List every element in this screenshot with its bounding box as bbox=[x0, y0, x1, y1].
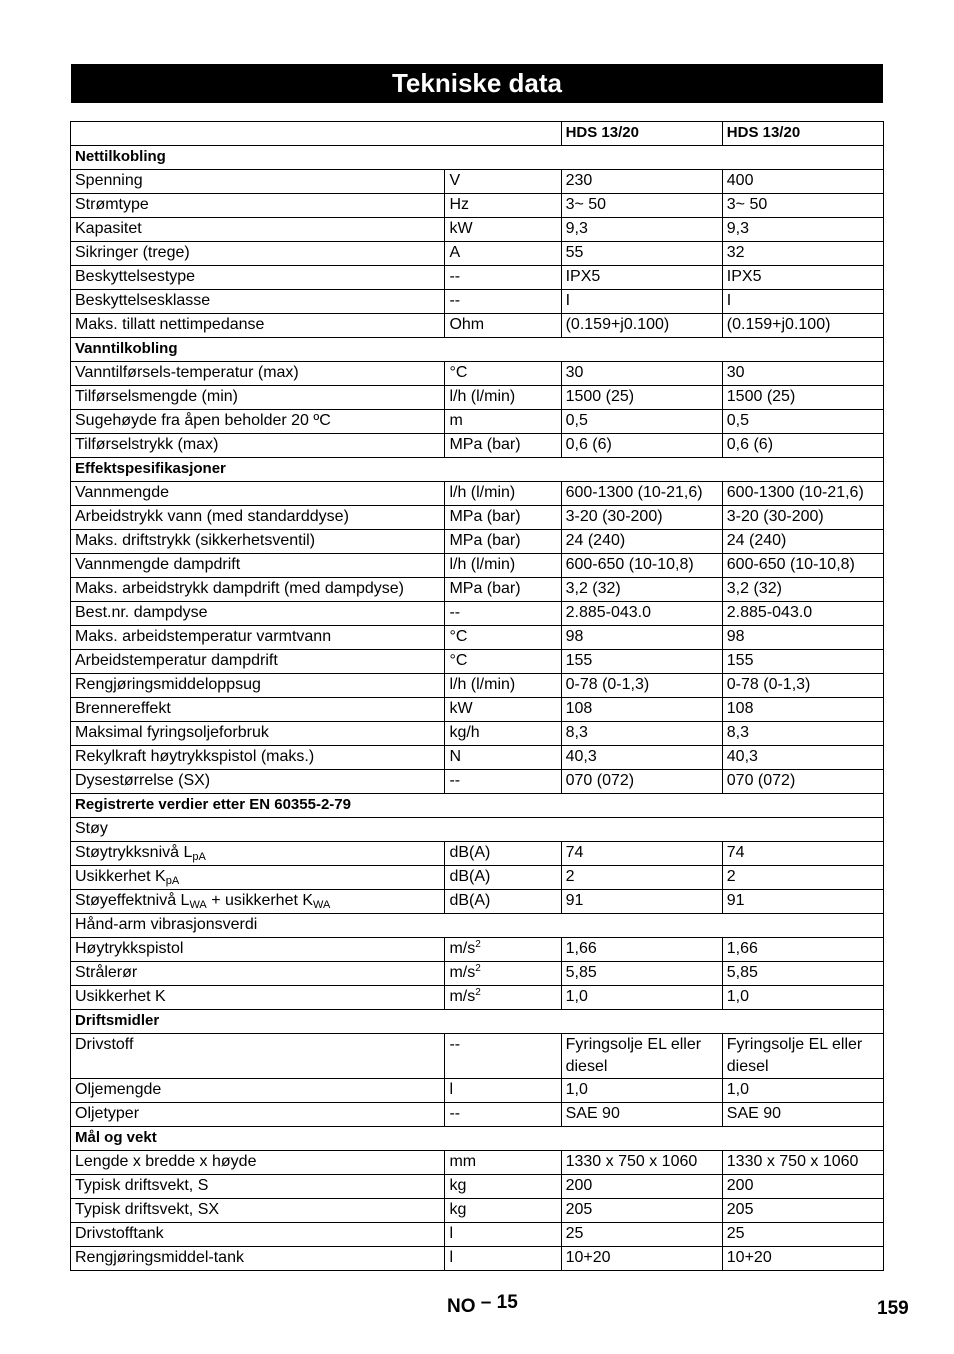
row-value-1: 230 bbox=[561, 170, 722, 194]
unit-text: m/s bbox=[449, 964, 476, 981]
row-label: Maks. driftstrykk (sikkerhetsventil) bbox=[71, 530, 445, 554]
row-value-1: 5,85 bbox=[561, 962, 722, 986]
row-unit: MPa (bar) bbox=[445, 506, 561, 530]
row-value-2: 155 bbox=[722, 650, 883, 674]
row-label: Arbeidstemperatur dampdrift bbox=[71, 650, 445, 674]
row-label bbox=[71, 866, 445, 890]
footer-local-page: 15 bbox=[496, 1292, 518, 1313]
row-value-2: 5,85 bbox=[722, 962, 883, 986]
row-label: Lengde x bredde x høyde bbox=[71, 1151, 445, 1175]
row-label: Oljemengde bbox=[71, 1079, 445, 1103]
row-label: Høytrykkspistol bbox=[71, 938, 445, 962]
row-label: Arbeidstrykk vann (med standarddyse) bbox=[71, 506, 445, 530]
row-value-2: 2.885-043.0 bbox=[722, 602, 883, 626]
row-value-1: 25 bbox=[561, 1223, 722, 1247]
row-label: Rengjøringsmiddel-tank bbox=[71, 1247, 445, 1271]
row-label: Vannmengde dampdrift bbox=[71, 554, 445, 578]
table-row bbox=[71, 770, 884, 794]
header-model-1: HDS 13/20 bbox=[561, 122, 722, 146]
table-row bbox=[71, 1175, 884, 1199]
row-unit: l/h (l/min) bbox=[445, 554, 561, 578]
row-value-1: 55 bbox=[561, 242, 722, 266]
table-row bbox=[71, 962, 884, 986]
label-subscript: pA bbox=[165, 875, 180, 887]
row-unit: -- bbox=[445, 602, 561, 626]
section-header-row bbox=[71, 338, 884, 362]
row-value-1: 9,3 bbox=[561, 218, 722, 242]
row-label: Beskyttelsesklasse bbox=[71, 290, 445, 314]
row-label bbox=[71, 890, 445, 914]
row-value-1: 0-78 (0-1,3) bbox=[561, 674, 722, 698]
unit-text: m/s bbox=[449, 940, 476, 957]
table-row bbox=[71, 1079, 884, 1103]
row-value-1: 3~ 50 bbox=[561, 194, 722, 218]
footer-page-number: 159 bbox=[877, 1298, 909, 1319]
table-row bbox=[71, 362, 884, 386]
row-value-2: 25 bbox=[722, 1223, 883, 1247]
row-unit: kg/h bbox=[445, 722, 561, 746]
row-value-2: 1,0 bbox=[722, 1079, 883, 1103]
row-label: Drivstofftank bbox=[71, 1223, 445, 1247]
row-unit: kg bbox=[445, 1199, 561, 1223]
row-value-2: 1,0 bbox=[722, 986, 883, 1010]
row-unit: -- bbox=[445, 290, 561, 314]
row-value-2: 200 bbox=[722, 1175, 883, 1199]
row-value-1: 1,66 bbox=[561, 938, 722, 962]
row-label: Maksimal fyringsoljeforbruk bbox=[71, 722, 445, 746]
row-label: Typisk driftsvekt, SX bbox=[71, 1199, 445, 1223]
row-unit: -- bbox=[445, 1103, 561, 1127]
row-label: Vanntilførsels-temperatur (max) bbox=[71, 362, 445, 386]
table-row bbox=[71, 314, 884, 338]
table-row bbox=[71, 986, 884, 1010]
row-value-2: (0.159+j0.100) bbox=[722, 314, 883, 338]
row-unit: dB(A) bbox=[445, 842, 561, 866]
subsection-row bbox=[71, 818, 884, 842]
row-value-1: 1330 x 750 x 1060 bbox=[561, 1151, 722, 1175]
table-row bbox=[71, 170, 884, 194]
row-value-2: 3,2 (32) bbox=[722, 578, 883, 602]
row-label: Sikringer (trege) bbox=[71, 242, 445, 266]
row-value-2: 070 (072) bbox=[722, 770, 883, 794]
table-row bbox=[71, 194, 884, 218]
row-value-1: 1,0 bbox=[561, 1079, 722, 1103]
row-label: Strålerør bbox=[71, 962, 445, 986]
label-text: + usikkerhet K bbox=[206, 892, 314, 909]
row-value-2: 108 bbox=[722, 698, 883, 722]
table-row bbox=[71, 842, 884, 866]
section-header-row bbox=[71, 794, 884, 818]
row-label: Sugehøyde fra åpen beholder 20 ºC bbox=[71, 410, 445, 434]
table-row bbox=[71, 938, 884, 962]
row-value-1: 8,3 bbox=[561, 722, 722, 746]
section-title: Vanntilkobling bbox=[71, 338, 884, 362]
row-value-2: 600-650 (10-10,8) bbox=[722, 554, 883, 578]
section-title: Effektspesifikasjoner bbox=[71, 458, 884, 482]
row-value-1: 0,6 (6) bbox=[561, 434, 722, 458]
row-label: Oljetyper bbox=[71, 1103, 445, 1127]
row-value-1: 30 bbox=[561, 362, 722, 386]
table-row bbox=[71, 482, 884, 506]
row-value-2: 400 bbox=[722, 170, 883, 194]
row-unit: l/h (l/min) bbox=[445, 674, 561, 698]
row-label: Rengjøringsmiddeloppsug bbox=[71, 674, 445, 698]
table-row bbox=[71, 746, 884, 770]
row-value-2: SAE 90 bbox=[722, 1103, 883, 1127]
row-value-1: 74 bbox=[561, 842, 722, 866]
row-label: Typisk driftsvekt, S bbox=[71, 1175, 445, 1199]
section-title: Nettilkobling bbox=[71, 146, 884, 170]
section-header-row bbox=[71, 458, 884, 482]
row-value-1: 205 bbox=[561, 1199, 722, 1223]
row-unit: l bbox=[445, 1223, 561, 1247]
row-label: Maks. arbeidstemperatur varmtvann bbox=[71, 626, 445, 650]
row-value-2: 91 bbox=[722, 890, 883, 914]
label-subscript: WA bbox=[189, 899, 207, 911]
header-model-2: HDS 13/20 bbox=[722, 122, 883, 146]
row-unit: l bbox=[445, 1247, 561, 1271]
table-row bbox=[71, 1247, 884, 1271]
row-label: Maks. tillatt nettimpedanse bbox=[71, 314, 445, 338]
label-text: Usikkerhet K bbox=[75, 868, 166, 885]
row-unit: kW bbox=[445, 698, 561, 722]
row-unit: MPa (bar) bbox=[445, 578, 561, 602]
row-unit: m bbox=[445, 410, 561, 434]
section-title: Driftsmidler bbox=[71, 1010, 884, 1034]
row-label: Beskyttelsestype bbox=[71, 266, 445, 290]
row-value-2: 24 (240) bbox=[722, 530, 883, 554]
table-row bbox=[71, 410, 884, 434]
row-unit: °C bbox=[445, 362, 561, 386]
table-row bbox=[71, 386, 884, 410]
header-blank-cell bbox=[71, 122, 562, 146]
row-value-1: 3-20 (30-200) bbox=[561, 506, 722, 530]
row-unit: kg bbox=[445, 1175, 561, 1199]
label-subscript: WA bbox=[313, 899, 331, 911]
row-label: Usikkerhet K bbox=[71, 986, 445, 1010]
table-body bbox=[71, 122, 884, 1271]
table-row bbox=[71, 602, 884, 626]
row-label: Spenning bbox=[71, 170, 445, 194]
row-value-1: Fyringsolje EL eller diesel bbox=[561, 1034, 722, 1079]
row-value-1: 40,3 bbox=[561, 746, 722, 770]
table-row bbox=[71, 506, 884, 530]
row-value-2: IPX5 bbox=[722, 266, 883, 290]
row-unit: dB(A) bbox=[445, 890, 561, 914]
row-value-2: 10+20 bbox=[722, 1247, 883, 1271]
row-value-1: 2 bbox=[561, 866, 722, 890]
row-value-2: 9,3 bbox=[722, 218, 883, 242]
row-value-1: SAE 90 bbox=[561, 1103, 722, 1127]
technical-data-table bbox=[70, 121, 884, 1271]
row-value-2: 0,5 bbox=[722, 410, 883, 434]
table-row bbox=[71, 1103, 884, 1127]
row-value-2: 0-78 (0-1,3) bbox=[722, 674, 883, 698]
row-label: Rekylkraft høytrykkspistol (maks.) bbox=[71, 746, 445, 770]
row-unit: Ohm bbox=[445, 314, 561, 338]
row-unit: -- bbox=[445, 266, 561, 290]
table-row bbox=[71, 266, 884, 290]
label-subscript: pA bbox=[192, 851, 206, 863]
unit-superscript: 2 bbox=[475, 963, 481, 974]
row-unit: -- bbox=[445, 1034, 561, 1079]
table-row bbox=[71, 434, 884, 458]
row-value-1: 200 bbox=[561, 1175, 722, 1199]
row-label: Maks. arbeidstrykk dampdrift (med dampdyse) bbox=[71, 578, 445, 602]
page-title: Tekniske data bbox=[71, 64, 883, 103]
row-value-1: IPX5 bbox=[561, 266, 722, 290]
row-unit bbox=[445, 938, 561, 962]
subsection-label: Støy bbox=[71, 818, 884, 842]
row-value-2: 3-20 (30-200) bbox=[722, 506, 883, 530]
subsection-row bbox=[71, 914, 884, 938]
row-value-2: Fyringsolje EL eller diesel bbox=[722, 1034, 883, 1079]
row-label: Tilførselsmengde (min) bbox=[71, 386, 445, 410]
footer-dash: – bbox=[480, 1292, 492, 1313]
row-value-1: 91 bbox=[561, 890, 722, 914]
row-label: Strømtype bbox=[71, 194, 445, 218]
row-value-2: 8,3 bbox=[722, 722, 883, 746]
row-value-2: 0,6 (6) bbox=[722, 434, 883, 458]
row-value-2: 600-1300 (10-21,6) bbox=[722, 482, 883, 506]
row-label: Dysestørrelse (SX) bbox=[71, 770, 445, 794]
row-value-2: 205 bbox=[722, 1199, 883, 1223]
row-value-1: 1500 (25) bbox=[561, 386, 722, 410]
row-value-2: 3~ 50 bbox=[722, 194, 883, 218]
table-row bbox=[71, 1034, 884, 1079]
row-unit: dB(A) bbox=[445, 866, 561, 890]
row-value-1: 1,0 bbox=[561, 986, 722, 1010]
row-unit: l bbox=[445, 1079, 561, 1103]
unit-superscript: 2 bbox=[475, 939, 481, 950]
section-header-row bbox=[71, 146, 884, 170]
table-row bbox=[71, 722, 884, 746]
row-value-2: 40,3 bbox=[722, 746, 883, 770]
row-value-2: 1330 x 750 x 1060 bbox=[722, 1151, 883, 1175]
row-unit: °C bbox=[445, 650, 561, 674]
row-value-1: 155 bbox=[561, 650, 722, 674]
row-value-1: 108 bbox=[561, 698, 722, 722]
table-row bbox=[71, 530, 884, 554]
footer-language-page bbox=[447, 1292, 518, 1318]
section-title: Registrerte verdier etter EN 60355-2-79 bbox=[71, 794, 884, 818]
row-value-1: 600-1300 (10-21,6) bbox=[561, 482, 722, 506]
row-unit: kW bbox=[445, 218, 561, 242]
table-header-row bbox=[71, 122, 884, 146]
section-title: Mål og vekt bbox=[71, 1127, 884, 1151]
row-unit: -- bbox=[445, 770, 561, 794]
table-row bbox=[71, 242, 884, 266]
table-row bbox=[71, 554, 884, 578]
row-value-1: 10+20 bbox=[561, 1247, 722, 1271]
table-row bbox=[71, 890, 884, 914]
row-value-1: 24 (240) bbox=[561, 530, 722, 554]
label-text: Støytrykksnivå L bbox=[75, 844, 193, 861]
table-row bbox=[71, 1223, 884, 1247]
row-value-1: I bbox=[561, 290, 722, 314]
row-value-2: 74 bbox=[722, 842, 883, 866]
row-unit: l/h (l/min) bbox=[445, 482, 561, 506]
row-value-1: 3,2 (32) bbox=[561, 578, 722, 602]
section-header-row bbox=[71, 1127, 884, 1151]
row-value-2: 98 bbox=[722, 626, 883, 650]
row-label: Brennereffekt bbox=[71, 698, 445, 722]
table-row bbox=[71, 1151, 884, 1175]
table-row bbox=[71, 578, 884, 602]
row-value-1: 2.885-043.0 bbox=[561, 602, 722, 626]
label-text: Støyeffektnivå L bbox=[75, 892, 190, 909]
unit-superscript: 2 bbox=[475, 987, 481, 998]
section-header-row bbox=[71, 1010, 884, 1034]
table-row bbox=[71, 626, 884, 650]
row-unit: MPa (bar) bbox=[445, 530, 561, 554]
table-row bbox=[71, 866, 884, 890]
unit-text: m/s bbox=[449, 988, 476, 1005]
row-unit: V bbox=[445, 170, 561, 194]
row-label: Best.nr. dampdyse bbox=[71, 602, 445, 626]
table-row bbox=[71, 1199, 884, 1223]
row-unit: l/h (l/min) bbox=[445, 386, 561, 410]
row-label bbox=[71, 842, 445, 866]
row-unit: mm bbox=[445, 1151, 561, 1175]
row-value-1: 98 bbox=[561, 626, 722, 650]
table-row bbox=[71, 650, 884, 674]
row-label: Tilførselstrykk (max) bbox=[71, 434, 445, 458]
row-value-2: 32 bbox=[722, 242, 883, 266]
footer-lang: NO bbox=[447, 1296, 476, 1317]
row-value-2: 1500 (25) bbox=[722, 386, 883, 410]
row-unit: MPa (bar) bbox=[445, 434, 561, 458]
row-label: Drivstoff bbox=[71, 1034, 445, 1079]
row-unit: A bbox=[445, 242, 561, 266]
table-row bbox=[71, 218, 884, 242]
row-value-2: 1,66 bbox=[722, 938, 883, 962]
row-label: Kapasitet bbox=[71, 218, 445, 242]
row-value-1: 0,5 bbox=[561, 410, 722, 434]
row-unit: °C bbox=[445, 626, 561, 650]
row-value-2: I bbox=[722, 290, 883, 314]
subsection-label: Hånd-arm vibrasjonsverdi bbox=[71, 914, 884, 938]
row-unit bbox=[445, 962, 561, 986]
row-value-1: (0.159+j0.100) bbox=[561, 314, 722, 338]
row-value-2: 30 bbox=[722, 362, 883, 386]
row-value-1: 600-650 (10-10,8) bbox=[561, 554, 722, 578]
table-row bbox=[71, 290, 884, 314]
row-label: Vannmengde bbox=[71, 482, 445, 506]
row-value-2: 2 bbox=[722, 866, 883, 890]
table-row bbox=[71, 674, 884, 698]
row-unit: N bbox=[445, 746, 561, 770]
row-unit: Hz bbox=[445, 194, 561, 218]
row-value-1: 070 (072) bbox=[561, 770, 722, 794]
table-row bbox=[71, 698, 884, 722]
row-unit bbox=[445, 986, 561, 1010]
